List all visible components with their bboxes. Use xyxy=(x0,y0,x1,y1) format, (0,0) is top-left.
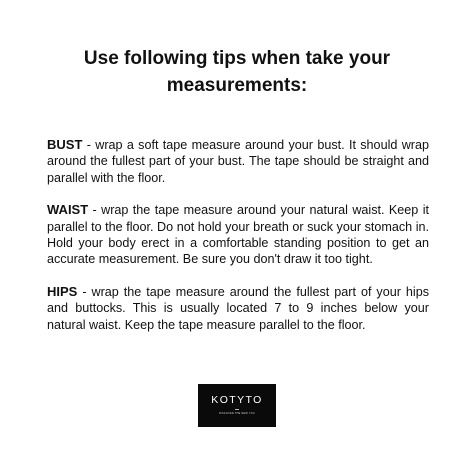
tip-term-bust: BUST xyxy=(47,137,83,152)
tip-bust xyxy=(47,137,429,186)
tip-term-hips: HIPS xyxy=(47,284,78,300)
brand-name: KOTYTO xyxy=(211,394,263,406)
tip-text-bust: - wrap a soft tape measure around your bust. It should wrap around the fullest part of your bust. The tape should be straight and parallel with the floor. xyxy=(47,138,429,185)
brand-slogan: DISCOVER THE NEW YOU xyxy=(219,412,255,415)
tip-hips xyxy=(47,284,429,333)
page-title xyxy=(0,45,474,99)
tip-text-waist: - wrap the tape measure around your natural waist. Keep it parallel to the floor. Do not hold your breath or suck your stomach in. Hold your body erect in a comfortable standing position to get an accurate measurement. Be sure you don't draw it too tight. xyxy=(47,203,429,267)
page-title-line-2: measurements: xyxy=(166,75,308,96)
tip-waist xyxy=(47,202,429,267)
logo-divider xyxy=(235,409,239,410)
measurement-tips xyxy=(47,137,429,349)
page-title-line-1: Use following tips when take your xyxy=(83,48,391,69)
tip-term-waist: WAIST xyxy=(47,202,89,218)
tip-text-hips: - wrap the tape measure around the fullest part of your hips and buttocks. This is usually located 7 to 9 inches below your natural waist. Keep the tape measure parallel to the floor. xyxy=(47,285,429,332)
brand-logo xyxy=(198,384,276,427)
